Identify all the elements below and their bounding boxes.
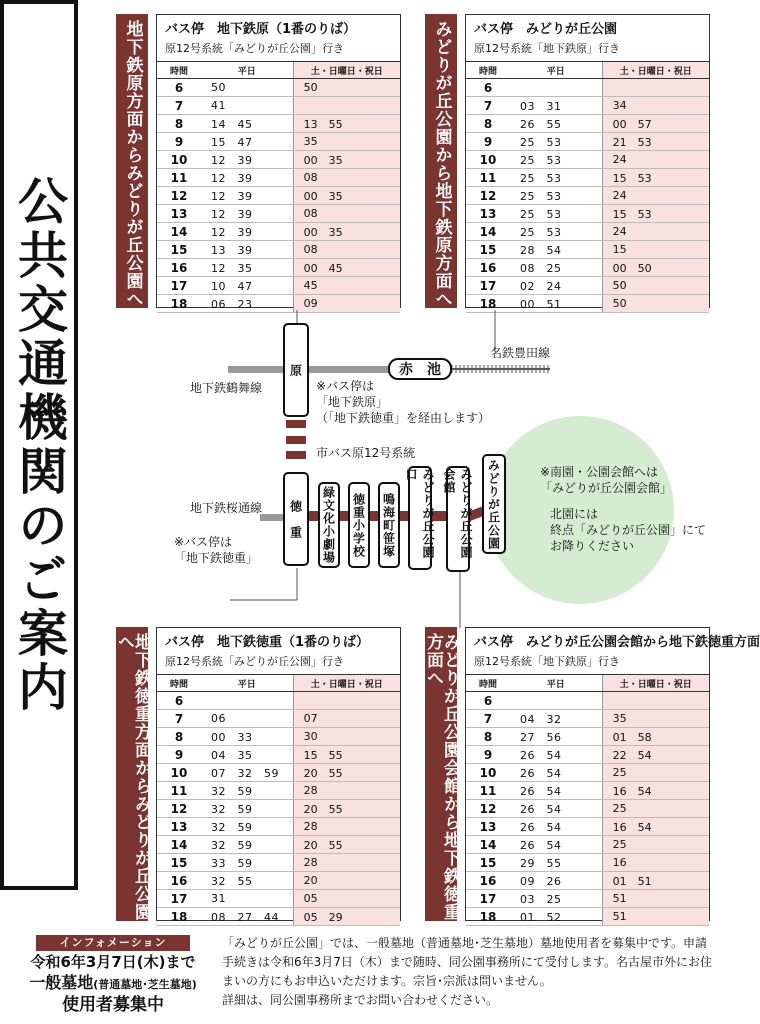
info-recruiting: 使用者募集中 — [62, 995, 164, 1015]
table-row — [157, 133, 400, 151]
table-row — [157, 241, 400, 259]
table-row — [157, 187, 400, 205]
table-row — [466, 259, 709, 277]
weekday-times: 03 25 — [510, 890, 602, 908]
weekday-times: 04 35 — [201, 746, 293, 764]
table-row — [466, 782, 709, 800]
info-body-text: 「みどりが丘公園」では、一般墓地（普通墓地･芝生墓地）墓地使用者を募集中です。申請手続きは令和6年3月7日（木）まで随時、同公園事務所にて受付します。名古屋市外にお住まいの方にもお申込いただけます。宗旨･宗派は問いません。 — [222, 936, 712, 988]
weekday-times: 12 39 — [201, 151, 293, 169]
weekday-times: 14 45 — [201, 115, 293, 133]
hour-cell: 15 — [157, 241, 201, 259]
bus-stop-name: バス停 みどりが丘公園会館から地下鉄徳重方面 — [474, 635, 760, 650]
weekday-times: 26 54 — [510, 836, 602, 854]
hour-cell: 7 — [157, 710, 201, 728]
weekend-times: 05 29 — [293, 908, 400, 926]
table-row — [157, 818, 400, 836]
table-row — [157, 746, 400, 764]
weekend-times: 51 — [602, 890, 709, 908]
hour-cell: 10 — [466, 151, 510, 169]
weekend-times: 35 — [602, 710, 709, 728]
weekday-times: 29 55 — [510, 854, 602, 872]
weekend-times: 08 — [293, 169, 400, 187]
table-row — [157, 259, 400, 277]
hour-cell: 17 — [157, 277, 201, 295]
hour-cell: 18 — [157, 295, 201, 313]
table-row — [157, 764, 400, 782]
weekend-times: 35 — [293, 133, 400, 151]
weekend-times: 16 — [602, 854, 709, 872]
table-row — [466, 169, 709, 187]
weekday-times: 12 39 — [201, 223, 293, 241]
weekday-times: 25 53 — [510, 205, 602, 223]
table-row — [157, 205, 400, 223]
weekend-times: 15 53 — [602, 169, 709, 187]
table-row — [157, 223, 400, 241]
column-header: 時間 — [157, 675, 201, 692]
column-header: 時間 — [157, 62, 201, 79]
note-north-park: 北園には 終点「みどりが丘公園」にて お降りください — [550, 507, 707, 554]
note-tokushige-bus-stop: ※バス停は 「地下鉄徳重」 — [174, 535, 259, 566]
timetable-park-to-hara — [425, 14, 710, 311]
weekend-times: 05 — [293, 890, 400, 908]
bus-stop-midorigaoka-koen-guchi: みどりが丘公園口 — [408, 466, 432, 570]
info-cemetery-main: 一般墓地 — [29, 973, 94, 992]
station-akaike: 赤 池 — [388, 358, 452, 380]
table-row — [157, 115, 400, 133]
hour-cell: 15 — [466, 854, 510, 872]
weekend-times: 00 35 — [293, 187, 400, 205]
hour-cell: 16 — [466, 259, 510, 277]
weekend-times: 13 55 — [293, 115, 400, 133]
weekday-times: 25 53 — [510, 133, 602, 151]
weekend-times — [602, 79, 709, 97]
weekday-times: 00 51 — [510, 295, 602, 313]
weekend-times: 01 51 — [602, 872, 709, 890]
hour-cell: 17 — [157, 890, 201, 908]
table-row — [466, 746, 709, 764]
weekend-times: 30 — [293, 728, 400, 746]
timetable — [465, 14, 710, 311]
table-row — [157, 79, 400, 97]
info-body-contact: 詳細は、同公園事務所までお問い合わせください。 — [222, 993, 499, 1007]
hour-cell: 14 — [157, 223, 201, 241]
table-row — [466, 97, 709, 115]
weekend-times: 51 — [602, 908, 709, 926]
hour-cell: 14 — [157, 836, 201, 854]
direction-label: みどりが丘公園会館から地下鉄徳重方面へ — [425, 627, 457, 921]
hour-cell: 16 — [466, 872, 510, 890]
bus-stop-midori-bunka-gekijo: 緑文化小劇場 — [318, 482, 340, 568]
timetable — [156, 14, 401, 311]
label-sakuradori-line: 地下鉄桜通線 — [190, 501, 263, 515]
station-hara: 原 — [283, 323, 309, 417]
weekend-times: 28 — [293, 854, 400, 872]
weekday-times: 32 55 — [201, 872, 293, 890]
column-header: 土・日曜日・祝日 — [293, 675, 400, 692]
hour-cell: 11 — [157, 782, 201, 800]
hour-cell: 8 — [466, 115, 510, 133]
hour-cell: 10 — [157, 764, 201, 782]
weekday-times: 41 — [201, 97, 293, 115]
hour-cell: 11 — [466, 169, 510, 187]
column-header: 平日 — [201, 62, 293, 79]
route-description: 原12号系統「地下鉄原」行き — [474, 655, 620, 668]
weekday-times: 10 47 — [201, 277, 293, 295]
bus-route-segment — [286, 451, 306, 459]
weekday-times: 26 54 — [510, 782, 602, 800]
column-header: 平日 — [510, 62, 602, 79]
weekend-times: 20 55 — [293, 764, 400, 782]
table-row — [157, 800, 400, 818]
route-description: 原12号系統「地下鉄原」行き — [474, 42, 620, 55]
weekend-times: 50 — [602, 277, 709, 295]
weekend-times: 00 35 — [293, 223, 400, 241]
weekend-times: 00 57 — [602, 115, 709, 133]
table-row — [157, 890, 400, 908]
timetable-tokushige-to-park — [114, 627, 401, 924]
weekday-times: 12 39 — [201, 169, 293, 187]
weekday-times: 12 39 — [201, 205, 293, 223]
weekend-times: 15 55 — [293, 746, 400, 764]
weekday-times: 03 31 — [510, 97, 602, 115]
weekday-times: 33 59 — [201, 854, 293, 872]
hour-cell: 18 — [466, 295, 510, 313]
table-row — [466, 79, 709, 97]
weekday-times: 12 39 — [201, 187, 293, 205]
table-row — [157, 692, 400, 710]
hour-cell: 8 — [157, 728, 201, 746]
info-deadline: 令和6年3月7日(木)まで — [30, 953, 196, 971]
weekend-times: 25 — [602, 800, 709, 818]
hour-cell: 9 — [466, 746, 510, 764]
bus-stop-name: バス停 地下鉄徳重（1番のりば） — [165, 635, 370, 650]
hour-cell: 15 — [466, 241, 510, 259]
table-row — [466, 710, 709, 728]
table-row — [466, 223, 709, 241]
column-header: 時間 — [466, 62, 510, 79]
column-header: 時間 — [466, 675, 510, 692]
table-row — [157, 277, 400, 295]
hour-cell: 18 — [466, 908, 510, 926]
table-row — [466, 818, 709, 836]
weekend-times: 09 — [293, 295, 400, 313]
column-header: 土・日曜日・祝日 — [293, 62, 400, 79]
bus-route-segment — [286, 420, 306, 428]
weekday-times: 00 33 — [201, 728, 293, 746]
weekend-times: 20 — [293, 872, 400, 890]
note-south-park: ※南園・公園会館へは 「みどりが丘公園会館」 — [540, 465, 673, 496]
weekday-times: 31 — [201, 890, 293, 908]
hour-cell: 16 — [157, 872, 201, 890]
table-row — [157, 728, 400, 746]
table-row — [157, 782, 400, 800]
weekday-times — [510, 79, 602, 97]
hour-cell: 17 — [466, 277, 510, 295]
weekday-times: 32 59 — [201, 782, 293, 800]
timetable — [465, 627, 760, 924]
weekday-times: 08 25 — [510, 259, 602, 277]
weekend-times — [293, 692, 400, 710]
weekend-times: 24 — [602, 151, 709, 169]
weekday-times: 26 54 — [510, 818, 602, 836]
bus-stop-name: バス停 みどりが丘公園 — [474, 22, 618, 37]
table-row — [157, 151, 400, 169]
weekend-times: 50 — [293, 79, 400, 97]
weekend-times: 45 — [293, 277, 400, 295]
weekend-times: 15 — [602, 241, 709, 259]
weekday-times: 13 39 — [201, 241, 293, 259]
weekday-times: 01 52 — [510, 908, 602, 926]
info-body — [222, 934, 712, 1010]
table-row — [466, 872, 709, 890]
hour-cell: 9 — [466, 133, 510, 151]
weekday-times: 26 54 — [510, 746, 602, 764]
weekend-times: 00 45 — [293, 259, 400, 277]
hour-cell: 11 — [466, 782, 510, 800]
direction-label: 地下鉄徳重方面からみどりが丘公園へ — [116, 627, 148, 921]
weekday-times — [201, 692, 293, 710]
weekend-times: 01 58 — [602, 728, 709, 746]
hour-cell: 8 — [157, 115, 201, 133]
hour-cell: 7 — [157, 97, 201, 115]
weekday-times: 26 54 — [510, 800, 602, 818]
timetable-hara-to-park — [116, 14, 401, 311]
weekday-times: 32 59 — [201, 836, 293, 854]
hour-cell: 7 — [466, 710, 510, 728]
hour-cell: 13 — [157, 818, 201, 836]
weekend-times: 34 — [602, 97, 709, 115]
weekday-times — [510, 692, 602, 710]
weekday-times: 28 54 — [510, 241, 602, 259]
station-tokushige: 徳 重 — [283, 472, 309, 566]
hour-cell: 12 — [466, 187, 510, 205]
label-bus-route: 市バス原12号系統 — [316, 446, 416, 460]
label-tsurumai-line: 地下鉄鶴舞線 — [190, 381, 263, 395]
weekday-times: 09 26 — [510, 872, 602, 890]
weekday-times: 25 53 — [510, 223, 602, 241]
weekend-times: 25 — [602, 836, 709, 854]
timetable — [156, 627, 401, 924]
weekend-times: 28 — [293, 818, 400, 836]
table-row — [466, 836, 709, 854]
hour-cell: 6 — [157, 79, 201, 97]
weekend-times — [602, 692, 709, 710]
hour-cell: 14 — [466, 223, 510, 241]
weekday-times: 08 27 44 — [201, 908, 293, 926]
weekend-times: 20 55 — [293, 836, 400, 854]
hour-cell: 12 — [157, 187, 201, 205]
bus-route-segment — [286, 436, 306, 444]
hour-cell: 12 — [157, 800, 201, 818]
bus-stop-midorigaoka-koen-kaikan: みどりが丘公園会館 — [446, 466, 470, 572]
title-box — [0, 0, 78, 890]
page-title: 公共交通機関のご案内 — [10, 175, 68, 715]
hour-cell: 14 — [466, 836, 510, 854]
weekend-times: 16 54 — [602, 818, 709, 836]
hour-cell: 6 — [466, 692, 510, 710]
direction-label: 地下鉄原方面からみどりが丘公園へ — [116, 14, 148, 308]
table-row — [466, 692, 709, 710]
hour-cell: 13 — [157, 205, 201, 223]
weekday-times: 04 32 — [510, 710, 602, 728]
weekend-times: 24 — [602, 223, 709, 241]
hour-cell: 16 — [157, 259, 201, 277]
hour-cell: 10 — [466, 764, 510, 782]
weekday-times: 25 53 — [510, 187, 602, 205]
table-row — [466, 205, 709, 223]
weekend-times: 08 — [293, 241, 400, 259]
hour-cell: 9 — [157, 746, 201, 764]
weekend-times: 20 55 — [293, 800, 400, 818]
table-row — [466, 854, 709, 872]
hour-cell: 6 — [157, 692, 201, 710]
hour-cell: 13 — [466, 818, 510, 836]
weekend-times: 28 — [293, 782, 400, 800]
bus-stop-name: バス停 地下鉄原（1番のりば） — [165, 22, 357, 37]
bus-stop-midorigaoka-koen: みどりが丘公園 — [482, 454, 506, 554]
weekend-times: 07 — [293, 710, 400, 728]
weekday-times: 06 — [201, 710, 293, 728]
weekday-times: 07 32 59 — [201, 764, 293, 782]
weekend-times: 21 53 — [602, 133, 709, 151]
bus-stop-tokushige-shogakko: 徳重小学校 — [348, 482, 370, 568]
info-banner: インフォメーション — [36, 935, 190, 951]
weekend-times: 00 50 — [602, 259, 709, 277]
note-hara-bus-stop: ※バス停は 「地下鉄原」 （「地下鉄徳重」を経由します） — [316, 379, 491, 426]
table-row — [157, 97, 400, 115]
table-row — [157, 710, 400, 728]
weekday-times: 32 59 — [201, 800, 293, 818]
weekend-times: 24 — [602, 187, 709, 205]
table-row — [466, 115, 709, 133]
table-row — [466, 277, 709, 295]
weekday-times: 26 55 — [510, 115, 602, 133]
weekday-times: 32 59 — [201, 818, 293, 836]
hour-cell: 6 — [466, 79, 510, 97]
column-header: 平日 — [510, 675, 602, 692]
weekday-times: 25 53 — [510, 169, 602, 187]
hour-cell: 13 — [466, 205, 510, 223]
weekend-times: 00 35 — [293, 151, 400, 169]
weekday-times: 12 35 — [201, 259, 293, 277]
tsurumai-line-track — [305, 366, 395, 373]
weekend-times: 25 — [602, 764, 709, 782]
column-header: 土・日曜日・祝日 — [602, 675, 709, 692]
weekday-times: 25 53 — [510, 151, 602, 169]
weekend-times: 50 — [602, 295, 709, 313]
hour-cell: 12 — [466, 800, 510, 818]
timetable-kaikan-to-tokushige — [423, 627, 760, 924]
hour-cell: 10 — [157, 151, 201, 169]
weekday-times: 27 56 — [510, 728, 602, 746]
weekend-times: 16 54 — [602, 782, 709, 800]
weekday-times: 26 54 — [510, 764, 602, 782]
column-header: 平日 — [201, 675, 293, 692]
table-row — [157, 854, 400, 872]
direction-label: みどりが丘公園から地下鉄原方面へ — [425, 14, 457, 308]
table-row — [157, 836, 400, 854]
table-row — [466, 908, 709, 926]
weekend-times: 08 — [293, 205, 400, 223]
weekend-times: 15 53 — [602, 205, 709, 223]
table-row — [466, 241, 709, 259]
table-row — [466, 133, 709, 151]
table-row — [157, 908, 400, 926]
hour-cell: 18 — [157, 908, 201, 926]
table-row — [157, 169, 400, 187]
table-row — [466, 764, 709, 782]
table-row — [466, 890, 709, 908]
table-row — [466, 800, 709, 818]
weekend-times — [293, 97, 400, 115]
table-row — [466, 728, 709, 746]
table-row — [466, 151, 709, 169]
table-row — [466, 187, 709, 205]
hour-cell: 15 — [157, 854, 201, 872]
weekday-times: 50 — [201, 79, 293, 97]
table-row — [157, 872, 400, 890]
label-meitetsu-line: 名鉄豊田線 — [490, 346, 551, 360]
hour-cell: 9 — [157, 133, 201, 151]
hour-cell: 11 — [157, 169, 201, 187]
hour-cell: 8 — [466, 728, 510, 746]
weekend-times: 22 54 — [602, 746, 709, 764]
bus-stop-narumi-sasazuka: 鳴海町笹塚 — [378, 482, 400, 568]
hour-cell: 7 — [466, 97, 510, 115]
route-description: 原12号系統「みどりが丘公園」行き — [165, 655, 344, 668]
route-description: 原12号系統「みどりが丘公園」行き — [165, 42, 344, 55]
hour-cell: 17 — [466, 890, 510, 908]
weekday-times: 06 23 — [201, 295, 293, 313]
column-header: 土・日曜日・祝日 — [602, 62, 709, 79]
info-cemetery-sub: (普通墓地･芝生墓地) — [93, 978, 197, 991]
weekday-times: 02 24 — [510, 277, 602, 295]
weekday-times: 15 47 — [201, 133, 293, 151]
